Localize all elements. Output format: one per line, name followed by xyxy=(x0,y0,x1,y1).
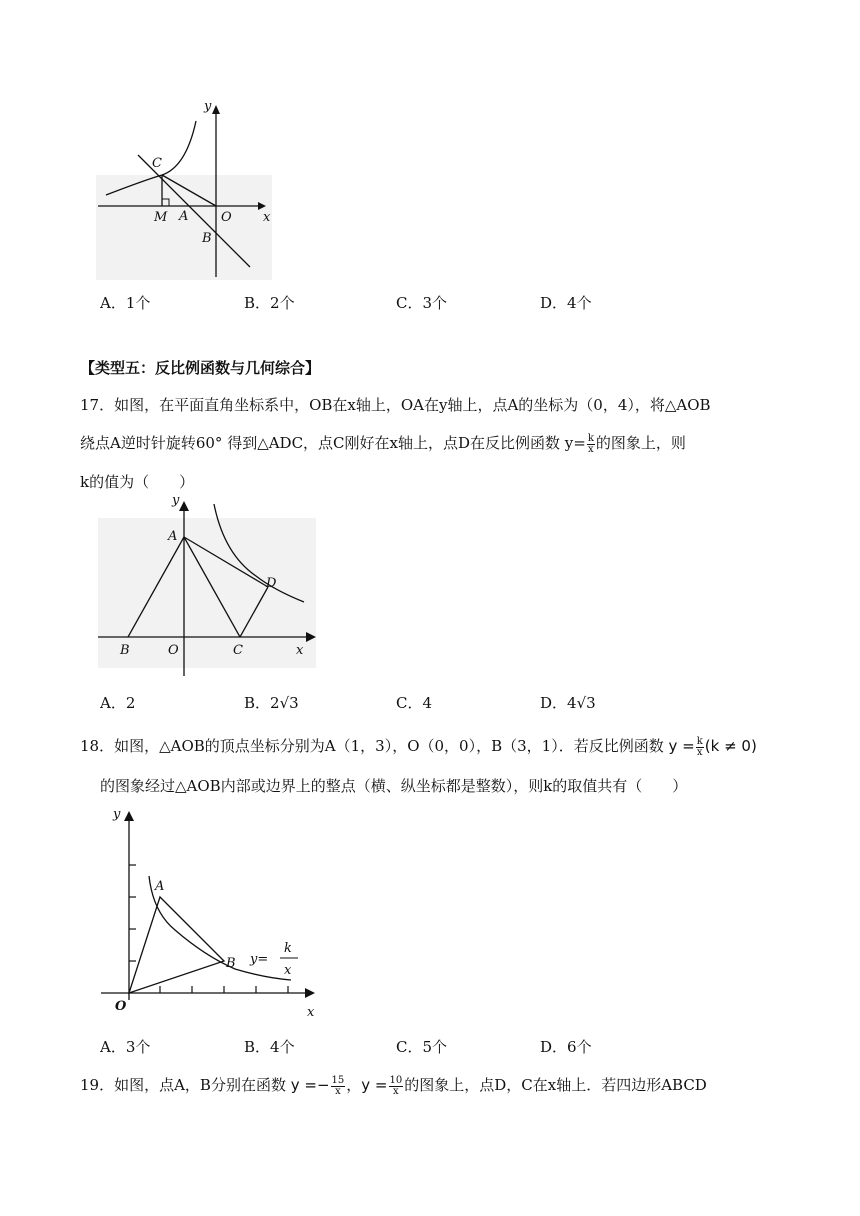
q18-option-c: C．5个 xyxy=(396,1038,448,1056)
label-O: O xyxy=(168,643,179,658)
figure-q16 xyxy=(90,95,290,285)
q18-option-a: A．3个 xyxy=(100,1038,151,1056)
q18-fraction xyxy=(696,737,704,758)
q17-option-b: B．2√3 xyxy=(244,694,299,712)
q19-sep: ， xyxy=(346,1076,362,1094)
figure-q18 xyxy=(95,800,335,1025)
q16-option-c: C．3个 xyxy=(396,294,448,312)
label-func-den: x xyxy=(284,963,292,978)
label-y: y xyxy=(204,99,212,114)
q17-frac-num: k xyxy=(587,432,594,444)
q18-func-post: (k ≠ 0) xyxy=(704,737,757,755)
label-x: x xyxy=(263,210,271,225)
label-A: A xyxy=(168,529,178,544)
q17-line2 xyxy=(80,433,686,455)
q18-line1 xyxy=(80,736,757,758)
label-O: O xyxy=(115,999,127,1014)
label-y: y xyxy=(113,807,121,822)
q19-f1-num: 15 xyxy=(331,1074,345,1086)
label-y: y xyxy=(172,493,180,508)
q18-line2: 的图象经过△AOB内部或边界上的整点（横、纵坐标都是整数），则k的取值共有（ ） xyxy=(100,777,688,795)
q17-line1: 17．如图，在平面直角坐标系中，OB在x轴上，OA在y轴上，点A的坐标为（0，4），将△AOB xyxy=(80,396,711,414)
x-axis-ticks xyxy=(160,986,288,993)
label-A: A xyxy=(155,879,165,894)
label-B: B xyxy=(226,956,236,971)
q17-line2-post: 的图象上，则 xyxy=(595,434,686,452)
q19-f1-den: x xyxy=(335,1085,341,1097)
q17-frac-den: x xyxy=(588,443,594,455)
q19-f2-fraction xyxy=(389,1076,404,1097)
q18-option-b: B．4个 xyxy=(244,1038,295,1056)
triangle-AOB xyxy=(129,897,224,993)
q18-frac-den: x xyxy=(696,746,703,758)
label-C: C xyxy=(152,156,162,171)
label-x: x xyxy=(296,643,304,658)
q18-func-pre: y = xyxy=(668,737,695,755)
y-axis-ticks xyxy=(129,865,136,961)
q17-option-d: D．4√3 xyxy=(540,694,596,712)
q17-option-a: A．2 xyxy=(100,694,136,712)
label-B: B xyxy=(120,643,130,658)
figure-q17 xyxy=(90,492,330,682)
q19-f2-num: 10 xyxy=(389,1074,403,1086)
q19-line1 xyxy=(80,1075,707,1097)
label-B: B xyxy=(202,231,212,246)
y-axis-arrow xyxy=(212,105,220,114)
figure-background xyxy=(96,175,272,280)
label-x: x xyxy=(307,1005,315,1020)
q18-option-d: D．6个 xyxy=(540,1038,592,1056)
label-C: C xyxy=(233,643,243,658)
label-func-num: k xyxy=(284,941,292,956)
q18-line1-pre: 18．如图，△AOB的顶点坐标分别为A（1，3），O（0，0），B（3，1）．若反比例函数 xyxy=(80,737,664,755)
x-axis-arrow xyxy=(305,988,315,998)
y-axis-arrow xyxy=(124,811,134,821)
q16-option-d: D．4个 xyxy=(540,294,592,312)
q17-line2-pre: 绕点A逆时针旋转60° 得到△ADC，点C刚好在x轴上，点D在反比例函数 y= xyxy=(80,434,586,452)
section-title: 【类型五：反比例函数与几何综合】 xyxy=(80,359,321,377)
y-axis-arrow xyxy=(179,501,189,511)
q19-f1-fraction xyxy=(331,1076,346,1097)
q18-frac-num: k xyxy=(696,735,703,747)
q19-post: 的图象上，点D，C在x轴上．若四边形ABCD xyxy=(404,1076,707,1094)
q19-pre: 19．如图，点A，B分别在函数 xyxy=(80,1076,286,1094)
q17-fraction xyxy=(587,434,595,455)
label-func: y= xyxy=(250,952,269,967)
q19-f1-pre: y =− xyxy=(290,1076,330,1094)
q19-f2-den: x xyxy=(393,1085,399,1097)
label-M: M xyxy=(154,210,168,225)
label-O: O xyxy=(221,210,232,225)
q16-option-b: B．2个 xyxy=(244,294,295,312)
hyperbola-curve xyxy=(149,876,291,980)
q16-option-a: A．1个 xyxy=(100,294,151,312)
q17-option-c: C．4 xyxy=(396,694,433,712)
q17-line3: k的值为（ ） xyxy=(80,473,195,491)
q19-f2-pre: y = xyxy=(361,1076,388,1094)
label-D: D xyxy=(266,576,277,591)
label-A: A xyxy=(179,209,189,224)
